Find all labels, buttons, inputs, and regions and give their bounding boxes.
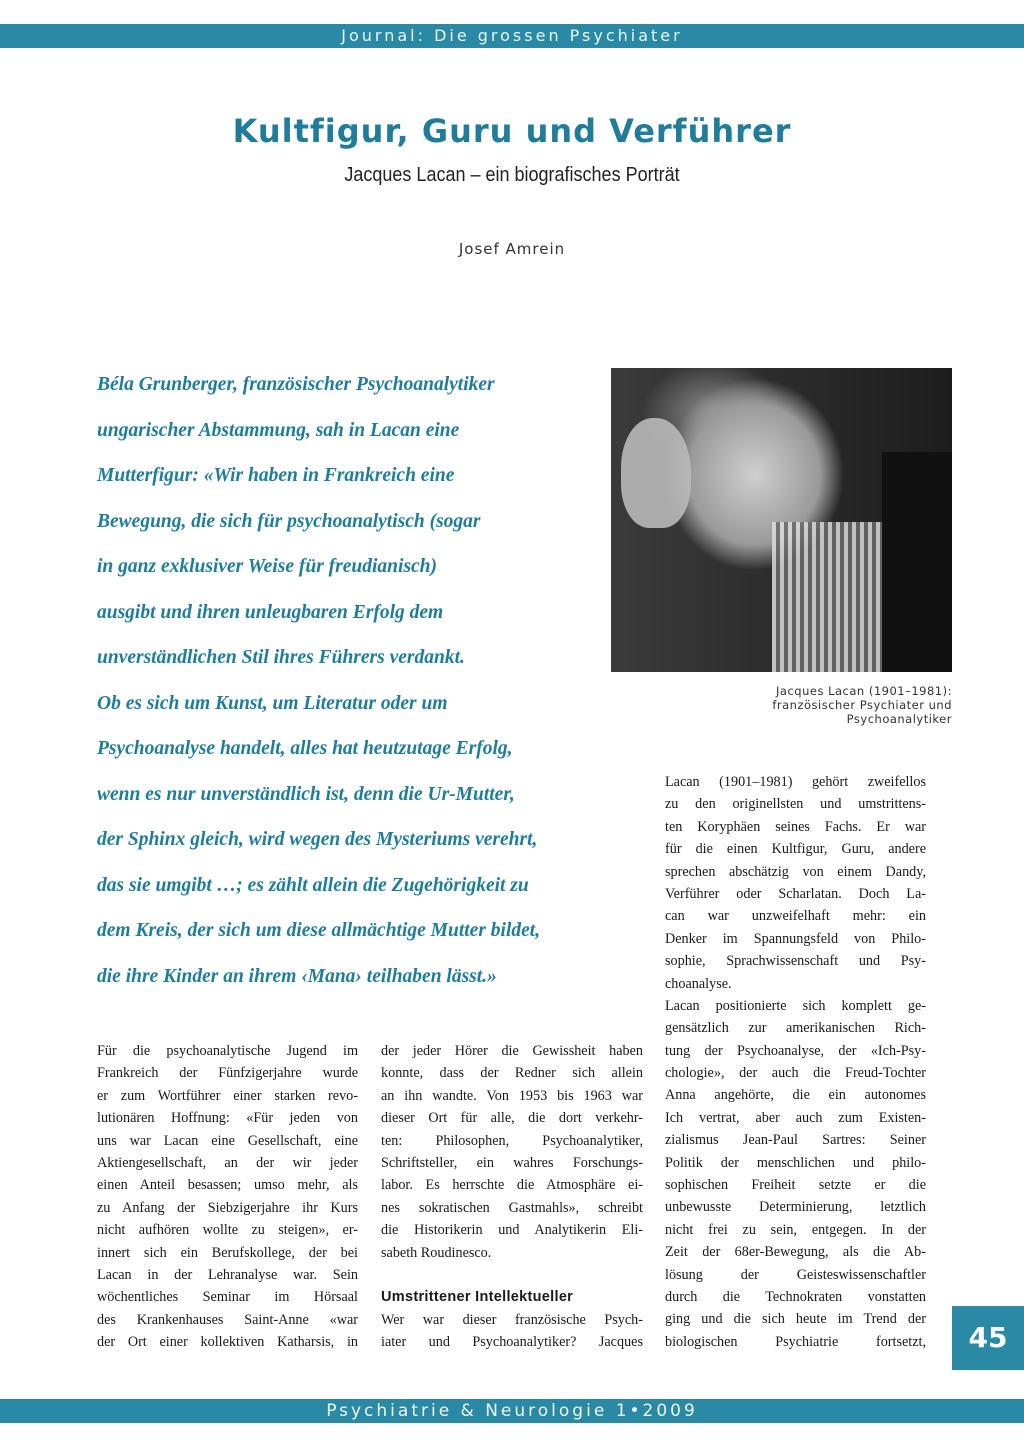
lead-quote — [97, 362, 657, 999]
paragraph-gap — [381, 1264, 643, 1286]
body-line: Anna angehörte, die ein autonomes — [665, 1087, 926, 1104]
body-line: konnte, dass der Redner sich allein — [381, 1065, 643, 1082]
body-line: lösung der Geisteswissenschaftler — [665, 1266, 926, 1283]
lead-line: ungarischer Abstammung, sah in Lacan eine — [97, 419, 460, 441]
body-line: Lacan in der Lehranalyse war. Sein — [97, 1266, 358, 1283]
body-line: nes sokratischen Gastmahls», schreibt — [381, 1199, 643, 1216]
body-line: chologie», der auch die Freud-Tochter — [665, 1065, 926, 1082]
caption-line: französischer Psychiater und — [772, 698, 952, 712]
lead-line: die ihre Kinder an ihrem ‹Mana› teilhaben lässt.» — [97, 965, 497, 987]
body-line: gensätzlich zur amerikanischen Rich- — [665, 1020, 926, 1037]
dark-jacket — [882, 452, 952, 672]
footer-bar — [0, 1399, 1024, 1423]
article-subtitle: Jacques Lacan – ein biografisches Porträt — [344, 164, 680, 186]
body-line: biologischen Psychiatrie fortsetzt, — [665, 1333, 926, 1350]
body-column-2 — [381, 1040, 643, 1353]
article-author: Josef Amrein — [458, 240, 566, 258]
body-line: nicht aufhören wollte zu steigen», er- — [97, 1222, 358, 1239]
section-heading: Umstrittener Intellektueller — [381, 1289, 574, 1306]
lead-line: dem Kreis, der sich um diese allmächtige Mutter bildet, — [97, 920, 541, 941]
body-line: Wer war dieser französische Psych- — [381, 1311, 643, 1328]
body-line: einen Anteil besassen; umso mehr, als — [97, 1177, 358, 1194]
body-line: Zeit der 68er-Bewegung, als die Ab- — [665, 1244, 926, 1261]
body-line: der jeder Hörer die Gewissheit haben — [381, 1043, 643, 1059]
body-line: zu Anfang der Siebzigerjahre ihr Kurs — [97, 1199, 358, 1216]
body-line: ten Koryphäen seines Fachs. Er war — [665, 818, 926, 835]
lead-line: Béla Grunberger, französischer Psychoanalytiker — [97, 374, 495, 395]
body-line: dieser Ort für alle, die dort verkehr- — [381, 1110, 643, 1127]
body-line: unbewusste Determinierung, letztlich — [665, 1199, 926, 1216]
body-line: zialismus Jean-Paul Sartres: Seiner — [665, 1132, 926, 1149]
publication-info: Psychiatrie & Neurologie 1•2009 — [326, 1401, 698, 1421]
body-line: Für die psychoanalytische Jugend im — [97, 1043, 358, 1059]
body-line: er zum Wortführer einer starken revo- — [97, 1087, 358, 1104]
journal-header-bar — [0, 24, 1024, 48]
body-line: Ich vertrat, aber auch zum Existen- — [665, 1109, 926, 1126]
body-line: sophischen Freiheit setzte er die — [665, 1177, 926, 1194]
journal-title: Journal: Die grossen Psychiater — [341, 26, 683, 45]
body-line: uns war Lacan eine Gesellschaft, eine — [97, 1132, 358, 1149]
body-line: innert sich ein Berufskollege, der bei — [97, 1244, 358, 1261]
caption-line: Psychoanalytiker — [846, 712, 952, 726]
lead-line: wenn es nur unverständlich ist, denn die Ur-Mutter, — [97, 783, 515, 805]
body-line: Schriftsteller, ein wahres Forschungs- — [381, 1154, 643, 1171]
body-line: die Historikerin und Analytikerin Eli- — [381, 1222, 643, 1239]
body-line: nicht frei zu sein, entgegen. In der — [665, 1221, 926, 1238]
body-line: sprechen abschätzig von einem Dandy, — [665, 863, 926, 880]
body-line: ging und die sich heute im Trend der — [665, 1311, 926, 1328]
lead-line: der Sphinx gleich, wird wegen des Mysteriums verehrt, — [97, 829, 538, 850]
lead-line: Psychoanalyse handelt, alles hat heutzutage Erfolg, — [97, 738, 513, 759]
lead-line: unverständlichen Stil ihres Führers verdankt. — [97, 647, 465, 668]
body-column-1 — [97, 1040, 358, 1353]
body-line: tung der Psychoanalyse, der «Ich-Psy- — [665, 1042, 926, 1059]
body-line: zu den originellsten und umstrittens- — [665, 796, 926, 813]
body-line: der Ort einer kollektiven Katharsis, in — [97, 1334, 358, 1351]
body-line: wöchentliches Seminar im Hörsaal — [97, 1289, 358, 1306]
body-line: des Krankenhauses Saint-Anne «war — [97, 1311, 358, 1328]
lead-line: Ob es sich um Kunst, um Literatur oder um — [97, 692, 448, 714]
body-line: Denker im Spannungsfeld von Philo- — [665, 930, 926, 947]
lead-line: das sie umgibt …; es zählt allein die Zugehörigkeit zu — [97, 874, 529, 896]
lead-line: Mutterfigur: «Wir haben in Frankreich eine — [97, 465, 455, 486]
body-line: sophie, Sprachwissenschaft und Psy- — [665, 953, 926, 970]
body-line: Frankreich der Fünfzigerjahre wurde — [97, 1065, 358, 1082]
body-line: can war unzweifelhaft mehr: ein — [665, 908, 926, 925]
caption-line: Jacques Lacan (1901–1981): — [776, 684, 952, 698]
lead-line: Bewegung, die sich für psychoanalytisch (sogar — [97, 510, 481, 532]
photo-caption — [650, 684, 952, 726]
body-line: durch die Technokraten vonstatten — [665, 1288, 926, 1305]
body-line: Verführer oder Scharlatan. Doch La- — [665, 885, 926, 902]
body-line: an ihn wandte. Von 1953 bis 1963 war — [381, 1087, 643, 1104]
raised-hand — [621, 418, 691, 528]
body-line: Lacan positionierte sich komplett ge- — [665, 997, 926, 1014]
page-number: 45 — [952, 1306, 1024, 1370]
lead-line: in ganz exklusiver Weise für freudianisch) — [97, 556, 438, 577]
body-line: für die einen Kultfigur, Guru, andere — [665, 841, 926, 858]
body-line: sabeth Roudinesco. — [381, 1244, 492, 1261]
lead-line: ausgibt und ihren unleugbaren Erfolg dem — [97, 601, 444, 623]
body-line: iater und Psychoanalytiker? Jacques — [381, 1334, 643, 1351]
body-column-3 — [665, 771, 926, 1353]
lacan-photo — [611, 368, 952, 672]
article-title: Kultfigur, Guru und Verführer — [232, 112, 792, 150]
body-line: labor. Es herrschte die Atmosphäre ei- — [381, 1177, 643, 1194]
body-line: Lacan (1901–1981) gehört zweifellos — [665, 774, 926, 790]
body-line: ten: Philosophen, Psychoanalytiker, — [381, 1132, 643, 1149]
body-line: lutionären Hoffnung: «Für jeden von — [97, 1110, 358, 1127]
body-line: Aktiengesellschaft, an der wir jeder — [97, 1154, 358, 1171]
body-line: choanalyse. — [665, 975, 732, 992]
body-line: Politik der menschlichen und philo- — [665, 1154, 926, 1171]
